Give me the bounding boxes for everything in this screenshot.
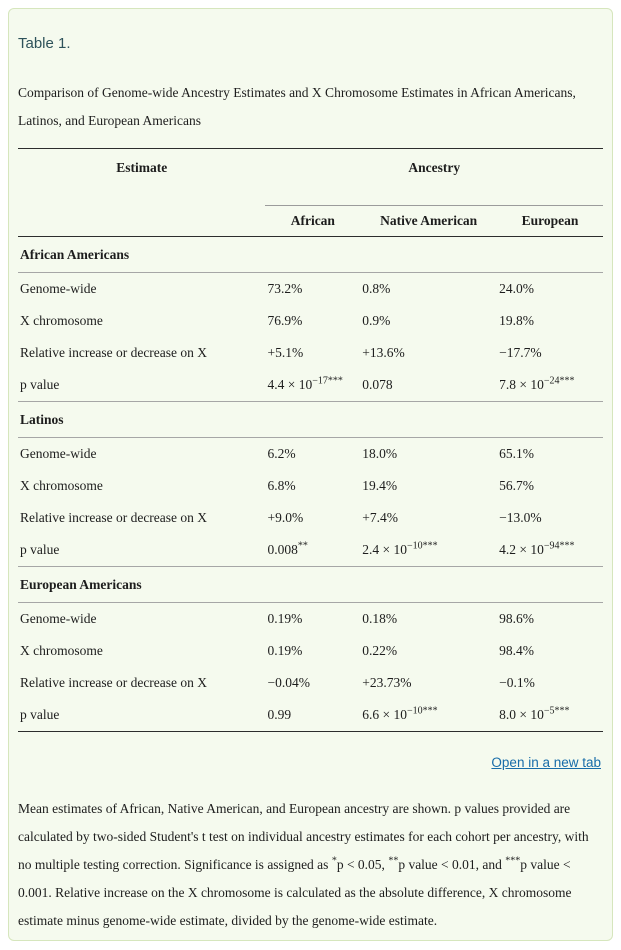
table-row (18, 534, 603, 567)
row-label: Genome-wide (20, 611, 97, 626)
table-cell: 56.7% (499, 478, 534, 493)
table-cell: 0.9% (362, 313, 391, 328)
table-cell: +9.0% (267, 510, 304, 525)
table-cell: +23.73% (362, 675, 412, 690)
table-row (18, 667, 603, 699)
table-row (18, 438, 603, 471)
table-footnote: Mean estimates of African, Native American, and European ancestry are shown. p values provided are calculated by two-sided Student's t test on individual ancestry estimates for each cohort per ancestry, with no multiple testing correction. Significance is assigned as *p < 0.05, **p value < 0.01, and ***p value < 0.001. Relative increase on the X chromosome is calculated as the absolute difference, X chromosome estimate minus genome-wide estimate, divided by the genome-wide estimate. (18, 801, 589, 928)
group-header-row (18, 149, 603, 206)
table-caption: Comparison of Genome-wide Ancestry Estimates and X Chromosome Estimates in African Americans, Latinos, and European Americans (18, 85, 576, 128)
table-cell: 0.19% (267, 611, 303, 626)
superscript: −5*** (543, 705, 570, 717)
row-label: Genome-wide (20, 446, 97, 461)
superscript: −17*** (312, 375, 343, 387)
significance-asterisk: * (331, 855, 337, 867)
row-label: p value (20, 707, 60, 722)
row-label: Relative increase or decrease on X (20, 345, 208, 360)
column-header-native-american: Native American (360, 206, 497, 237)
table-row (18, 699, 603, 732)
table-cell: 0.22% (362, 643, 398, 658)
row-label: Genome-wide (20, 281, 97, 296)
section-header-row (18, 237, 603, 273)
table-cell: 6.8% (267, 478, 296, 493)
ancestry-group-header: Ancestry (408, 160, 461, 175)
section-header-african-americans: African Americans (18, 237, 603, 273)
table-row (18, 273, 603, 306)
row-label: X chromosome (20, 643, 103, 658)
table-cell: 0.19% (267, 643, 303, 658)
column-header-european: European (497, 206, 603, 237)
row-label: p value (20, 377, 60, 392)
table-cell: 0.99 (267, 707, 292, 722)
superscript: −94*** (543, 540, 575, 552)
table-cell: 73.2% (267, 281, 303, 296)
empty-header-cell (18, 206, 265, 237)
table-cell: $6.6 \times 10^{-10***}$ (362, 705, 438, 722)
table-row (18, 603, 603, 636)
table-cell: 0.8% (362, 281, 391, 296)
table-cell: 76.9% (267, 313, 303, 328)
table-title: Table 1. (18, 35, 71, 52)
superscript: −24*** (543, 375, 575, 387)
table-cell: −0.1% (499, 675, 535, 690)
table-row (18, 337, 603, 369)
row-label: p value (20, 542, 60, 557)
section-header-row (18, 402, 603, 438)
significance-asterisk: ** (388, 855, 399, 867)
table-cell: 0.008** (267, 540, 308, 557)
table-cell: −17.7% (499, 345, 542, 360)
row-label: X chromosome (20, 478, 103, 493)
table-row (18, 369, 603, 402)
ancestry-estimates-table (18, 148, 603, 732)
superscript: ** (297, 540, 308, 552)
section-header-latinos: Latinos (18, 402, 603, 438)
table-cell: 65.1% (499, 446, 534, 461)
table-row (18, 502, 603, 534)
table-row (18, 470, 603, 502)
table-cell: $4.2 \times 10^{-94***}$ (499, 540, 575, 557)
section-header-row (18, 567, 603, 603)
link-row (18, 754, 603, 772)
table-cell: $7.8 \times 10^{-24***}$ (499, 375, 575, 392)
table-cell: $8.0 \times 10^{-5***}$ (499, 705, 570, 722)
table-cell: −13.0% (499, 510, 542, 525)
table-cell: −0.04% (267, 675, 310, 690)
table-cell: 19.4% (362, 478, 398, 493)
table-cell: 0.18% (362, 611, 398, 626)
table-cell: 24.0% (499, 281, 534, 296)
estimate-group-header: Estimate (116, 160, 168, 175)
table-cell: 18.0% (362, 446, 398, 461)
table-cell: $4.4 \times 10^{-17***}$ (267, 375, 343, 392)
table-cell: $2.4 \times 10^{-10***}$ (362, 540, 438, 557)
open-in-new-tab-link[interactable]: Open in a new tab (491, 755, 601, 770)
row-label: Relative increase or decrease on X (20, 675, 208, 690)
table-cell: 98.4% (499, 643, 534, 658)
section-header-european-americans: European Americans (18, 567, 603, 603)
table-cell: 98.6% (499, 611, 534, 626)
superscript: −10*** (406, 540, 438, 552)
superscript: −10*** (406, 705, 438, 717)
table-cell: 19.8% (499, 313, 534, 328)
table-row (18, 635, 603, 667)
column-header-african: African (265, 206, 360, 237)
table-card (8, 8, 613, 941)
row-label: Relative increase or decrease on X (20, 510, 208, 525)
column-header-row (18, 206, 603, 237)
table-cell: 6.2% (267, 446, 296, 461)
table-cell: 0.078 (362, 377, 393, 392)
table-cell: +7.4% (362, 510, 398, 525)
significance-asterisk: *** (505, 855, 521, 867)
table-row (18, 305, 603, 337)
table-cell: +5.1% (267, 345, 304, 360)
table-cell: +13.6% (362, 345, 405, 360)
row-label: X chromosome (20, 313, 103, 328)
